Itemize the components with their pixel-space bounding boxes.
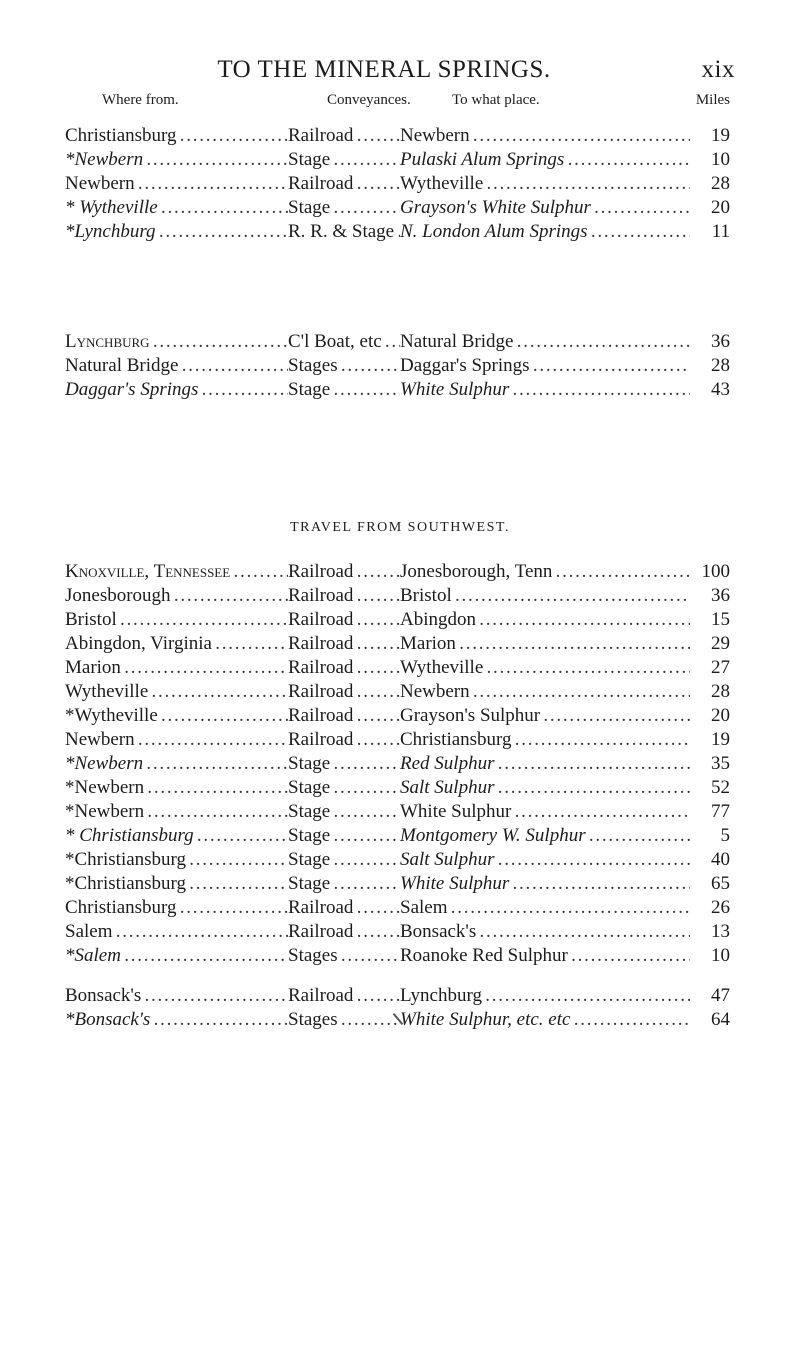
route-from: Wytheville . . . bbox=[65, 680, 288, 704]
route-conveyance: Stage . . . bbox=[288, 848, 400, 872]
route-miles: 29 bbox=[690, 632, 730, 656]
column-header-conveyances: Conveyances. bbox=[327, 92, 411, 108]
route-from: * Christiansburg . . . bbox=[65, 824, 288, 848]
table-row bbox=[0, 354, 800, 378]
table-row bbox=[0, 220, 800, 244]
route-conveyance: Railroad . . . bbox=[288, 680, 400, 704]
route-conveyance: C'l Boat, etc . . . bbox=[288, 330, 400, 354]
route-conveyance: Stage . . . bbox=[288, 776, 400, 800]
table-row bbox=[0, 148, 800, 172]
route-from: *Newbern . . . bbox=[65, 800, 288, 824]
route-miles: 10 bbox=[690, 944, 730, 968]
route-conveyance: Railroad . . . bbox=[288, 896, 400, 920]
column-headers bbox=[0, 92, 800, 112]
route-conveyance: Stage . . . bbox=[288, 378, 400, 402]
route-miles: 47 bbox=[690, 984, 730, 1008]
route-conveyance: Railroad . . . bbox=[288, 728, 400, 752]
column-header-miles: Miles bbox=[695, 92, 730, 108]
route-conveyance: R. R. & Stage . . . bbox=[288, 220, 400, 244]
route-from: Christiansburg . . . bbox=[65, 124, 288, 148]
table-row bbox=[0, 378, 800, 402]
route-destination: Montgomery W. Sulphur . . . bbox=[400, 824, 706, 848]
table-row bbox=[0, 680, 800, 704]
route-from: Newbern . . . bbox=[65, 728, 288, 752]
route-from: *Newbern . . . bbox=[65, 776, 288, 800]
table-row bbox=[0, 776, 800, 800]
route-from: *Christiansburg . . . bbox=[65, 848, 288, 872]
route-group-1 bbox=[0, 124, 800, 244]
route-destination: Christiansburg . . . bbox=[400, 728, 706, 752]
table-row bbox=[0, 752, 800, 776]
table-row bbox=[0, 944, 800, 968]
route-destination: Salt Sulphur . . . bbox=[400, 848, 706, 872]
route-from: Natural Bridge . . . bbox=[65, 354, 288, 378]
route-conveyance: Stage . . . bbox=[288, 752, 400, 776]
route-miles: 20 bbox=[690, 704, 730, 728]
route-from: *Newbern . . . bbox=[65, 752, 288, 776]
route-miles: 64 bbox=[690, 1008, 730, 1032]
route-destination: Abingdon . . . bbox=[400, 608, 706, 632]
route-from: Salem . . . bbox=[65, 920, 288, 944]
route-conveyance: Railroad . . . bbox=[288, 124, 400, 148]
route-miles: 28 bbox=[690, 172, 730, 196]
route-miles: 28 bbox=[690, 354, 730, 378]
route-from: Newbern . . . bbox=[65, 172, 288, 196]
route-destination: Wytheville . . . bbox=[400, 172, 706, 196]
route-miles: 52 bbox=[690, 776, 730, 800]
route-from: *Lynchburg . . . bbox=[65, 220, 288, 244]
route-from: Abingdon, Virginia . . . bbox=[65, 632, 288, 656]
route-destination: Wytheville . . . bbox=[400, 656, 706, 680]
route-conveyance: Stage . . . bbox=[288, 824, 400, 848]
section-heading: TRAVEL FROM SOUTHWEST. bbox=[290, 520, 510, 535]
table-row bbox=[0, 848, 800, 872]
route-from: Daggar's Springs . . . bbox=[65, 378, 288, 402]
route-conveyance: Railroad . . . bbox=[288, 920, 400, 944]
route-destination: Lynchburg . . . bbox=[400, 984, 706, 1008]
page-title: TO THE MINERAL SPRINGS. bbox=[217, 56, 551, 83]
page-header bbox=[0, 36, 800, 83]
route-conveyance: Railroad . . . bbox=[288, 608, 400, 632]
route-from: Bristol . . . bbox=[65, 608, 288, 632]
route-miles: 36 bbox=[690, 330, 730, 354]
table-row bbox=[0, 872, 800, 896]
route-from: *Salem . . . bbox=[65, 944, 288, 968]
route-conveyance: Railroad . . . bbox=[288, 172, 400, 196]
table-row bbox=[0, 196, 800, 220]
table-row bbox=[0, 824, 800, 848]
route-destination: Bonsack's . . . bbox=[400, 920, 706, 944]
route-destination: Grayson's White Sulphur . . . bbox=[400, 196, 706, 220]
table-row bbox=[0, 896, 800, 920]
route-miles: 11 bbox=[690, 220, 730, 244]
route-from: Knoxville, Tennessee . . . bbox=[65, 560, 288, 584]
route-miles: 19 bbox=[690, 728, 730, 752]
route-from: Marion . . . bbox=[65, 656, 288, 680]
route-miles: 65 bbox=[690, 872, 730, 896]
route-from: *Newbern . . . bbox=[65, 148, 288, 172]
route-miles: 77 bbox=[690, 800, 730, 824]
route-miles: 43 bbox=[690, 378, 730, 402]
table-row bbox=[0, 800, 800, 824]
route-destination: Daggar's Springs . . . bbox=[400, 354, 706, 378]
route-conveyance: Railroad . . . bbox=[288, 704, 400, 728]
route-destination: Bristol . . . bbox=[400, 584, 706, 608]
route-destination: Marion . . . bbox=[400, 632, 706, 656]
table-row bbox=[0, 584, 800, 608]
route-destination: Salt Sulphur . . . bbox=[400, 776, 706, 800]
route-destination: White Sulphur . . . bbox=[400, 378, 706, 402]
route-conveyance: Stages . . . bbox=[288, 1008, 400, 1032]
route-miles: 15 bbox=[690, 608, 730, 632]
route-destination: Grayson's Sulphur . . . bbox=[400, 704, 706, 728]
route-conveyance: Stage . . . bbox=[288, 872, 400, 896]
route-destination: Newbern . . . bbox=[400, 124, 706, 148]
route-from: * Wytheville . . . bbox=[65, 196, 288, 220]
route-miles: 19 bbox=[690, 124, 730, 148]
route-conveyance: Railroad . . . bbox=[288, 984, 400, 1008]
route-from: Christiansburg . . . bbox=[65, 896, 288, 920]
table-row bbox=[0, 656, 800, 680]
route-miles: 26 bbox=[690, 896, 730, 920]
route-miles: 35 bbox=[690, 752, 730, 776]
route-destination: White Sulphur, etc. etc . . . bbox=[400, 1008, 706, 1032]
route-miles: 27 bbox=[690, 656, 730, 680]
route-miles: 36 bbox=[690, 584, 730, 608]
route-miles: 100 bbox=[690, 560, 730, 584]
route-conveyance: Stage . . . bbox=[288, 148, 400, 172]
route-destination: White Sulphur . . . bbox=[400, 872, 706, 896]
route-from: Lynchburg . . . bbox=[65, 330, 288, 354]
route-miles: 13 bbox=[690, 920, 730, 944]
route-destination: Jonesborough, Tenn . . . bbox=[400, 560, 706, 584]
route-destination: Newbern . . . bbox=[400, 680, 706, 704]
table-row bbox=[0, 608, 800, 632]
route-destination: Pulaski Alum Springs . . . bbox=[400, 148, 706, 172]
route-miles: 28 bbox=[690, 680, 730, 704]
route-destination: Salem . . . bbox=[400, 896, 706, 920]
route-destination: Natural Bridge . . . bbox=[400, 330, 706, 354]
route-from: *Wytheville . . . bbox=[65, 704, 288, 728]
route-miles: 20 bbox=[690, 196, 730, 220]
table-row bbox=[0, 330, 800, 354]
route-from: Bonsack's . . . bbox=[65, 984, 288, 1008]
route-conveyance: Railroad . . . bbox=[288, 656, 400, 680]
route-destination: Roanoke Red Sulphur . . . bbox=[400, 944, 706, 968]
route-conveyance: Railroad . . . bbox=[288, 632, 400, 656]
route-conveyance: Railroad . . . bbox=[288, 560, 400, 584]
route-destination: Red Sulphur . . . bbox=[400, 752, 706, 776]
table-row bbox=[0, 124, 800, 148]
route-group-2 bbox=[0, 330, 800, 402]
route-miles: 40 bbox=[690, 848, 730, 872]
route-destination: White Sulphur . . . bbox=[400, 800, 706, 824]
column-header-to: To what place. bbox=[452, 92, 540, 108]
route-from: *Bonsack's . . . bbox=[65, 1008, 288, 1032]
route-destination: N. London Alum Springs . . . bbox=[400, 220, 706, 244]
route-group-4 bbox=[0, 984, 800, 1032]
table-row bbox=[0, 984, 800, 1008]
table-row bbox=[0, 172, 800, 196]
route-from: Jonesborough . . . bbox=[65, 584, 288, 608]
route-from: *Christiansburg . . . bbox=[65, 872, 288, 896]
route-conveyance: Stage . . . bbox=[288, 800, 400, 824]
page-number: xix bbox=[701, 56, 735, 83]
table-row bbox=[0, 560, 800, 584]
route-miles: 10 bbox=[690, 148, 730, 172]
route-miles: 5 bbox=[690, 824, 730, 848]
table-row bbox=[0, 632, 800, 656]
table-row bbox=[0, 704, 800, 728]
route-group-3 bbox=[0, 560, 800, 968]
route-conveyance: Stage . . . bbox=[288, 196, 400, 220]
column-header-from: Where from. bbox=[102, 92, 179, 108]
table-row bbox=[0, 728, 800, 752]
table-row bbox=[0, 920, 800, 944]
route-conveyance: Railroad . . . bbox=[288, 584, 400, 608]
route-conveyance: Stages . . . bbox=[288, 354, 400, 378]
route-conveyance: Stages . . . bbox=[288, 944, 400, 968]
